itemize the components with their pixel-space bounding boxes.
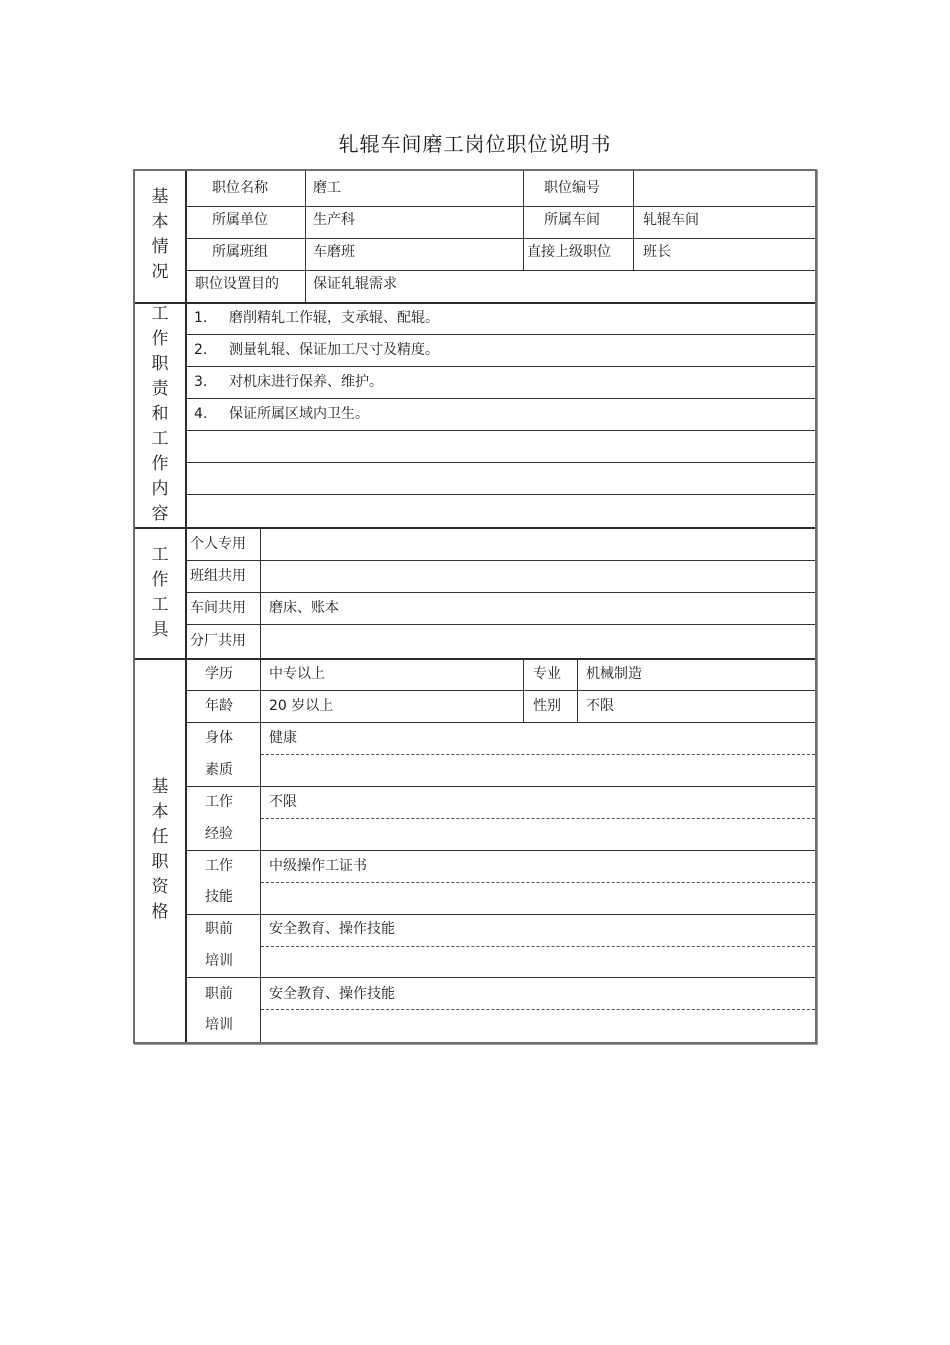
tools-section-label: 工 作 工 具: [151, 545, 169, 640]
experience-value: 不限: [269, 794, 297, 810]
unit-label: 所属单位: [212, 212, 268, 228]
experience-label: 经验: [205, 826, 233, 842]
duty-item: 4. 保证所属区域内卫生。: [194, 406, 369, 422]
purpose-value: 保证轧辊需求: [313, 276, 397, 292]
major-label: 专业: [533, 666, 561, 682]
page-title: 轧辊车间磨工岗位职位说明书: [338, 132, 612, 156]
duty-item: 2. 测量轧辊、保证加工尺寸及精度。: [194, 342, 439, 358]
gender-label: 性别: [533, 698, 561, 714]
workshop-value: 轧辊车间: [643, 212, 699, 228]
tool-row-label: 分厂共用: [190, 633, 246, 649]
qualifications-section-label: 基 本 任 职 资 格: [151, 777, 169, 922]
position-name-label: 职位名称: [212, 180, 268, 196]
training-value: 安全教育、操作技能: [269, 921, 395, 937]
age-label: 年龄: [205, 698, 233, 714]
duty-item: 1. 磨削精轧工作辊，支承辊、配辊。: [194, 310, 439, 326]
position-name-value: 磨工: [313, 180, 341, 196]
tool-row-value: 磨床、账本: [269, 600, 339, 616]
superior-label: 直接上级职位: [527, 244, 611, 260]
superior-value: 班长: [643, 244, 671, 260]
age-value: 20 岁以上: [269, 698, 334, 714]
tool-row-label: 个人专用: [190, 536, 246, 552]
gender-value: 不限: [586, 698, 614, 714]
unit-value: 生产科: [313, 212, 355, 228]
job-description-form: [133, 169, 817, 1044]
training-label: 职前: [205, 986, 233, 1002]
physical-value: 健康: [269, 730, 297, 746]
tool-row-label: 车间共用: [190, 600, 246, 616]
skills-value: 中级操作工证书: [269, 858, 367, 874]
education-label: 学历: [205, 666, 233, 682]
major-value: 机械制造: [586, 666, 642, 682]
position-code-label: 职位编号: [544, 180, 600, 196]
experience-label: 工作: [205, 794, 233, 810]
skills-label: 工作: [205, 858, 233, 874]
basic-info-section-label: 基 本 情 况: [151, 187, 169, 282]
purpose-label: 职位设置目的: [195, 276, 279, 292]
training-label: 职前: [205, 921, 233, 937]
training-label: 培训: [205, 1017, 233, 1033]
training-value: 安全教育、操作技能: [269, 986, 395, 1002]
physical-label: 身体: [205, 730, 233, 746]
tool-row-label: 班组共用: [190, 568, 246, 584]
duties-section-label: 工 作 职 责 和 工 作 内 容: [151, 304, 169, 524]
education-value: 中专以上: [269, 666, 325, 682]
duty-item: 3. 对机床进行保养、维护。: [194, 374, 383, 390]
form-grid: [135, 171, 815, 1042]
team-label: 所属班组: [212, 244, 268, 260]
workshop-label: 所属车间: [544, 212, 600, 228]
training-label: 培训: [205, 953, 233, 969]
skills-label: 技能: [205, 889, 233, 905]
team-value: 车磨班: [313, 244, 355, 260]
physical-label: 素质: [205, 762, 233, 778]
